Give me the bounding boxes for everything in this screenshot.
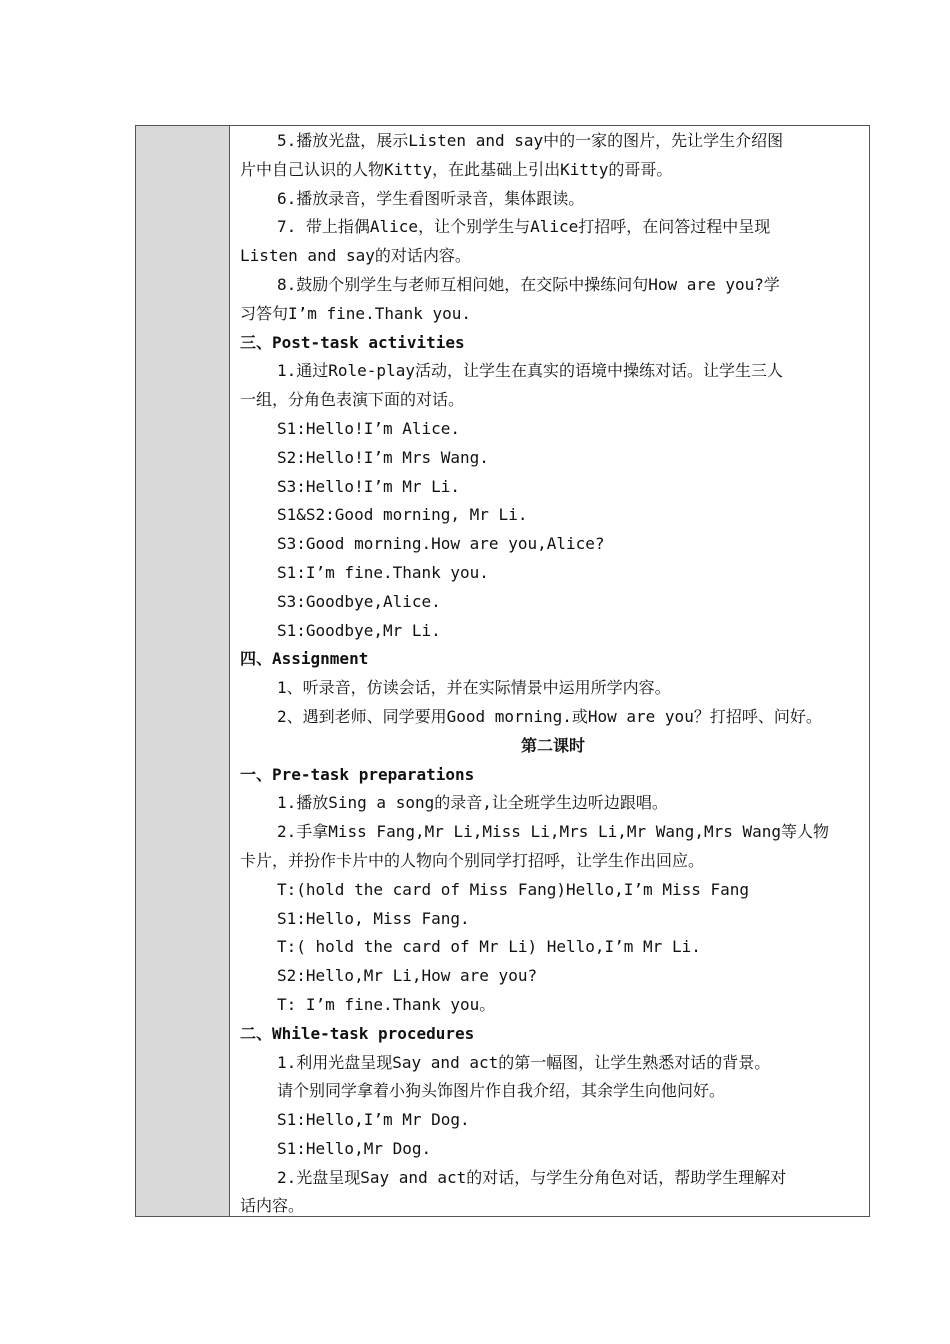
content-line: Listen and say的对话内容。: [240, 246, 471, 266]
lesson-content: [240, 127, 866, 1221]
content-line: 话内容。: [240, 1196, 305, 1216]
content-line: 6.播放录音，学生看图听录音，集体跟读。: [277, 188, 585, 208]
content-line: 卡片，并扮作卡片中的人物向个别同学打招呼，让学生作出回应。: [240, 850, 705, 870]
content-line: 请个别同学拿着小狗头饰图片作自我介绍，其余学生向他问好。: [277, 1081, 726, 1101]
content-line: S1:Hello!I’m Alice.: [277, 418, 461, 438]
content-line: 1.通过Role-play活动，让学生在真实的语境中操练对话。让学生三人: [277, 361, 783, 381]
content-line: 8.鼓励个别学生与老师互相问她，在交际中操练问句How are you?学: [277, 274, 780, 294]
content-line: 1.利用光盘呈现Say and act的第一幅图，让学生熟悉对话的背景。: [277, 1052, 771, 1072]
section-heading: 三、Post-task activities: [240, 332, 465, 352]
content-line: 1.播放Sing a song的录音,让全班学生边听边跟唱。: [277, 793, 668, 813]
content-line: T: I’m fine.Thank you。: [277, 994, 496, 1014]
content-line: T:(hold the card of Miss Fang)Hello,I’m Miss Fang: [277, 879, 750, 899]
content-line: T:( hold the card of Mr Li) Hello,I’m Mr Li.: [277, 937, 701, 957]
content-line: 5.播放光盘，展示Listen and say中的一家的图片，先让学生介绍图: [277, 131, 784, 150]
content-line: S2:Hello,Mr Li,How are you?: [277, 966, 538, 986]
content-line: S3:Goodbye,Alice.: [277, 591, 441, 611]
section-heading: 四、Assignment: [240, 649, 369, 669]
left-column-cell: [136, 126, 230, 1216]
content-line: S1:Hello,Mr Dog.: [277, 1138, 432, 1158]
content-line: S1&S2:Good morning, Mr Li.: [277, 505, 528, 525]
content-line: 习答句I’m fine.Thank you.: [240, 303, 472, 323]
lesson-table: [135, 125, 870, 1217]
content-line: S1:Hello,I’m Mr Dog.: [277, 1110, 470, 1130]
lesson-title: 第二课时: [520, 735, 585, 755]
content-line: S3:Hello!I’m Mr Li.: [277, 476, 461, 496]
content-line: 2、遇到老师、同学要用Good morning.或How are you？打招呼、问好。: [277, 706, 822, 726]
content-line: 7. 带上指偶Alice，让个别学生与Alice打招呼，在问答过程中呈现: [277, 217, 771, 237]
content-line: 2.光盘呈现Say and act的对话，与学生分角色对话，帮助学生理解对: [277, 1167, 787, 1187]
section-heading: 二、While-task procedures: [240, 1023, 475, 1043]
section-heading: 一、Pre-task preparations: [240, 764, 475, 784]
content-line: S2:Hello!I’m Mrs Wang.: [277, 447, 489, 467]
content-line: S1:Goodbye,Mr Li.: [277, 620, 441, 640]
content-line: 片中自己认识的人物Kitty，在此基础上引出Kitty的哥哥。: [240, 159, 673, 179]
content-line: 1、听录音，仿读会话，并在实际情景中运用所学内容。: [277, 678, 671, 698]
content-line: 一组，分角色表演下面的对话。: [240, 390, 465, 410]
content-line: S1:I’m fine.Thank you.: [277, 562, 489, 582]
content-line: S3:Good morning.How are you,Alice?: [277, 534, 605, 554]
content-line: S1:Hello, Miss Fang.: [277, 908, 470, 928]
content-line: 2.手拿Miss Fang,Mr Li,Miss Li,Mrs Li,Mr Wang,Mrs Wang等人物: [277, 822, 830, 842]
